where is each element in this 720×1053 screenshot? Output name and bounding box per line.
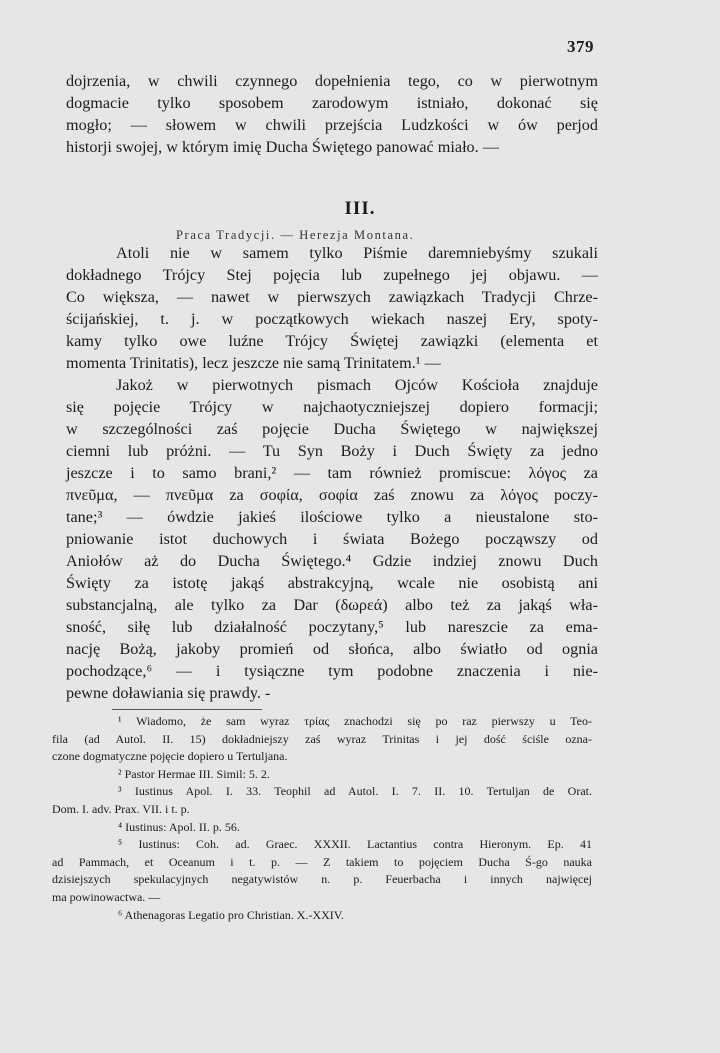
footnote-line: ad Pammach, et Oceanum i t. p. — Z takiem to pojęciem Ducha Ś-go nauka <box>52 854 592 869</box>
text-line: Święty za istotę jakąś abstrakcyjną, wcale nie osobistą ani <box>66 574 598 592</box>
text-line: mogło; — słowem w chwili przejścia Ludzkości w ów perjod <box>66 116 598 134</box>
footnote-divider <box>112 709 262 710</box>
text-line: momenta Trinitatis), lecz jeszcze nie samą Trinitatem.¹ — <box>66 354 441 372</box>
body-paragraphs <box>66 242 598 704</box>
section-title: III. <box>344 198 376 219</box>
footnote-line: ³ Iustinus Apol. I. 33. Teophil ad Autol. I. 7. II. 10. Tertuljan de Orat. <box>118 784 592 799</box>
text-line: πνεῦμα, — πνεῦμα za σοφία, σοφία zaś znowu za λόγος poczy- <box>66 486 598 504</box>
footnote-line: fila (ad Autol. II. 15) dokładniejszy zaś wyraz Trinitas i jej dość ściśle ozna- <box>52 731 592 746</box>
text-line: Jakoż w pierwotnych pismach Ojców Kościoła znajduje <box>116 376 598 394</box>
footnotes <box>52 713 592 924</box>
footnote-line: dzisiejszych spekulacyjnych negatywistów n. p. Feuerbacha i innych najwięcej <box>52 872 592 887</box>
text-line: ciemni lub próżni. — Tu Syn Boży i Duch Święty za jedno <box>66 442 598 460</box>
text-line: historji swojej, w którym imię Ducha Świętego panować miało. — <box>66 138 499 156</box>
text-line: nację Bożą, jakoby promień od słońca, albo światło od ognia <box>66 640 598 658</box>
text-line: pochodzące,⁶ — i tysiączne tym podobne znaczenia i nie- <box>66 662 598 680</box>
footnote-line: czone dogmatyczne pojęcie dopiero u Tertuljana. <box>52 749 288 764</box>
text-line: się pojęcie Trójcy w najchaotyczniejszej dopiero formacji; <box>66 398 598 416</box>
text-line: sność, siłę lub działalność poczytany,⁵ lub nareszcie za ema- <box>66 618 598 636</box>
footnote-line: ⁵ Iustinus: Coh. ad. Graec. XXXII. Lactantius contra Hieronym. Ep. 41 <box>118 837 592 852</box>
footnote-line: ⁴ Iustinus: Apol. II. p. 56. <box>118 819 240 834</box>
text-line: dojrzenia, w chwili czynnego dopełnienia tego, co w pierwotnym <box>66 72 598 90</box>
text-line: dogmacie tylko sposobem zarodowym istniało, dokonać się <box>66 94 598 112</box>
text-line: Aniołów aż do Ducha Świętego.⁴ Gdzie indziej znowu Duch <box>66 552 598 570</box>
footnote-line: ⁶ Athenagoras Legatio pro Christian. X.-XXIV. <box>118 907 344 922</box>
footnote-line: Dom. I. adv. Prax. VII. i t. p. <box>52 801 190 816</box>
text-line: kamy tylko owe luźne Trójcy Świętej zawiązki (elementa et <box>66 332 598 350</box>
text-line: ścijańskiej, t. j. w początkowych wiekach naszej Ery, spoty- <box>66 310 598 328</box>
text-line: jeszcze i to samo brani,² — tam również promiscue: λόγος za <box>66 464 598 482</box>
text-line: Atoli nie w samem tylko Piśmie daremniebyśmy szukali <box>116 244 598 262</box>
text-line: pewne doławiania się prawdy. - <box>66 684 271 702</box>
text-line: dokładnego Trójcy Stej pojęcia lub zupełnego jej objawu. — <box>66 266 598 284</box>
footnote-line: ¹ Wiadomo, że sam wyraz τρίας znachodzi się po raz pierwszy u Teo- <box>118 714 592 728</box>
footnote-line: ² Pastor Hermae III. Simil: 5. 2. <box>118 766 270 781</box>
text-line: substancjalną, ale tylko za Dar (δωρεά) albo też za jakąś wła- <box>66 596 598 614</box>
text-line: w szczególności zaś pojęcie Ducha Świętego w największej <box>66 420 598 438</box>
page-number: 379 <box>567 37 594 56</box>
text-line: pniowanie istot duchowych i świata Bożego począwszy od <box>66 530 598 548</box>
text-line: Co większa, — nawet w pierwszych zawiązkach Tradycji Chrze- <box>66 288 598 306</box>
intro-paragraph <box>66 70 598 158</box>
footnote-line: ma powinowactwa. — <box>52 889 161 904</box>
text-line: tane;³ — ówdzie jakieś ilościowe tylko a nieustalone sto- <box>66 508 598 526</box>
section-subtitle: Praca Tradycji. — Herezja Montana. <box>176 228 415 242</box>
